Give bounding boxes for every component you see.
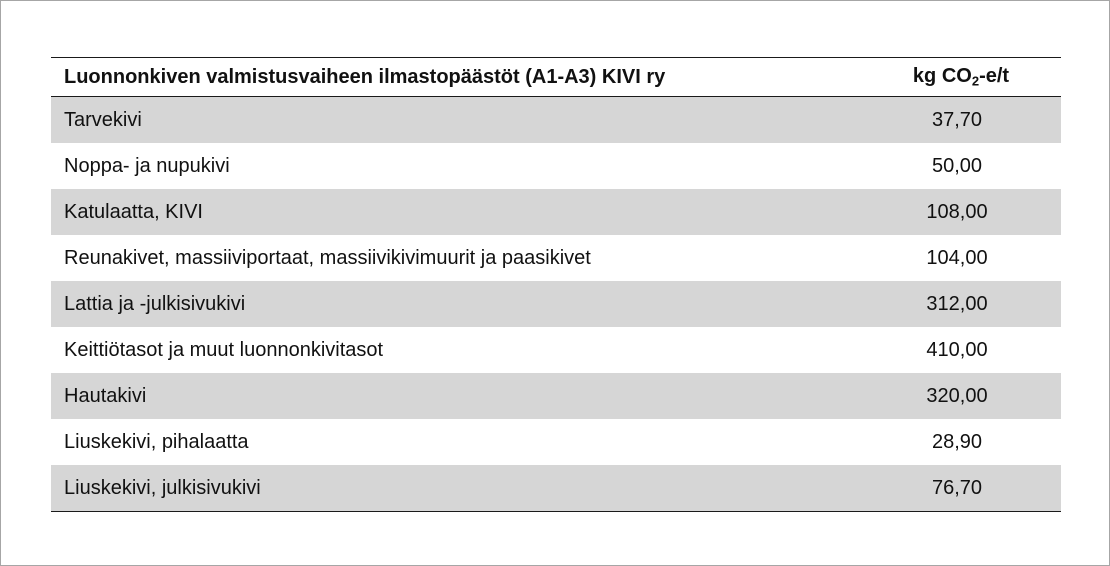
row-value: 76,70 — [931, 476, 983, 499]
row-name: Liuskekivi, julkisivukivi — [64, 476, 261, 499]
table-row — [51, 419, 1061, 465]
row-name: Noppa- ja nupukivi — [64, 154, 230, 177]
row-name: Keittiötasot ja muut luonnonkivitasot — [64, 338, 384, 361]
unit-suffix: -e/t — [979, 65, 1010, 88]
table-row — [51, 235, 1061, 281]
row-value: 50,00 — [931, 154, 983, 177]
table-row — [51, 281, 1061, 327]
row-value: 320,00 — [926, 384, 988, 407]
row-name: Lattia ja -julkisivukivi — [64, 292, 246, 315]
row-value: 104,00 — [926, 246, 988, 269]
row-value: 37,70 — [931, 108, 983, 131]
header-unit — [861, 65, 1061, 88]
row-value: 108,00 — [926, 200, 988, 223]
table-row — [51, 97, 1061, 143]
row-value: 410,00 — [926, 338, 988, 361]
row-name: Reunakivet, massiiviportaat, massiivikivimuurit ja paasikivet — [64, 246, 591, 269]
table-row — [51, 465, 1061, 511]
row-name: Hautakivi — [64, 384, 147, 407]
table-header — [51, 58, 1061, 97]
emissions-table — [51, 57, 1061, 512]
unit-subscript: 2 — [971, 73, 980, 89]
row-name: Liuskekivi, pihalaatta — [64, 430, 249, 453]
row-name: Katulaatta, KIVI — [64, 200, 203, 223]
header-name: Luonnonkiven valmistusvaiheen ilmastopäästöt (A1-A3) KIVI ry — [64, 65, 666, 88]
table-row — [51, 327, 1061, 373]
unit-prefix: kg CO — [912, 65, 972, 88]
row-value: 28,90 — [931, 430, 983, 453]
table-row — [51, 143, 1061, 189]
table-row — [51, 189, 1061, 235]
row-value: 312,00 — [926, 292, 988, 315]
table-row — [51, 373, 1061, 419]
row-name: Tarvekivi — [64, 108, 142, 131]
